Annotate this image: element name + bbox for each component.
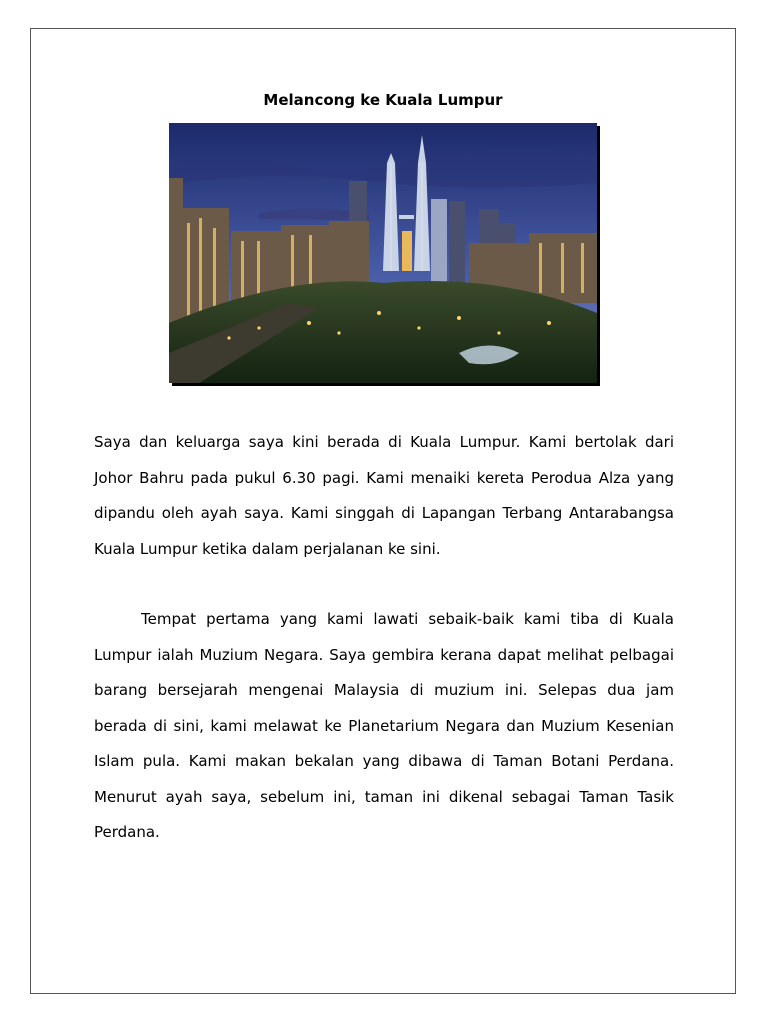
paragraph-1: Saya dan keluarga saya kini berada di Kuala Lumpur. Kami bertolak dari Johor Bahru pada pukul 6.30 pagi. Kami menaiki kereta Perodua Alza yang dipandu oleh ayah saya. Kami singgah di Lapangan Terbang Antarabangsa Kuala Lumpur ketika dalam perjalanan ke sini. <box>94 433 674 558</box>
document-page <box>30 28 736 994</box>
page-title: Melancong ke Kuala Lumpur <box>263 91 503 109</box>
kuala-lumpur-skyline-photo <box>169 123 597 383</box>
paragraph-2: Tempat pertama yang kami lawati sebaik-baik kami tiba di Kuala Lumpur ialah Muzium Negara. Saya gembira kerana dapat melihat pelbagai barang bersejarah mengenai Malaysia di muzium ini. Selepas dua jam berada di sini, kami melawat ke Planetarium Negara dan Muzium Kesenian Islam pula. Kami makan bekalan yang dibawa di Taman Botani Perdana. Menurut ayah saya, sebelum ini, taman ini dikenal sebagai Taman Tasik Perdana. <box>94 610 674 841</box>
